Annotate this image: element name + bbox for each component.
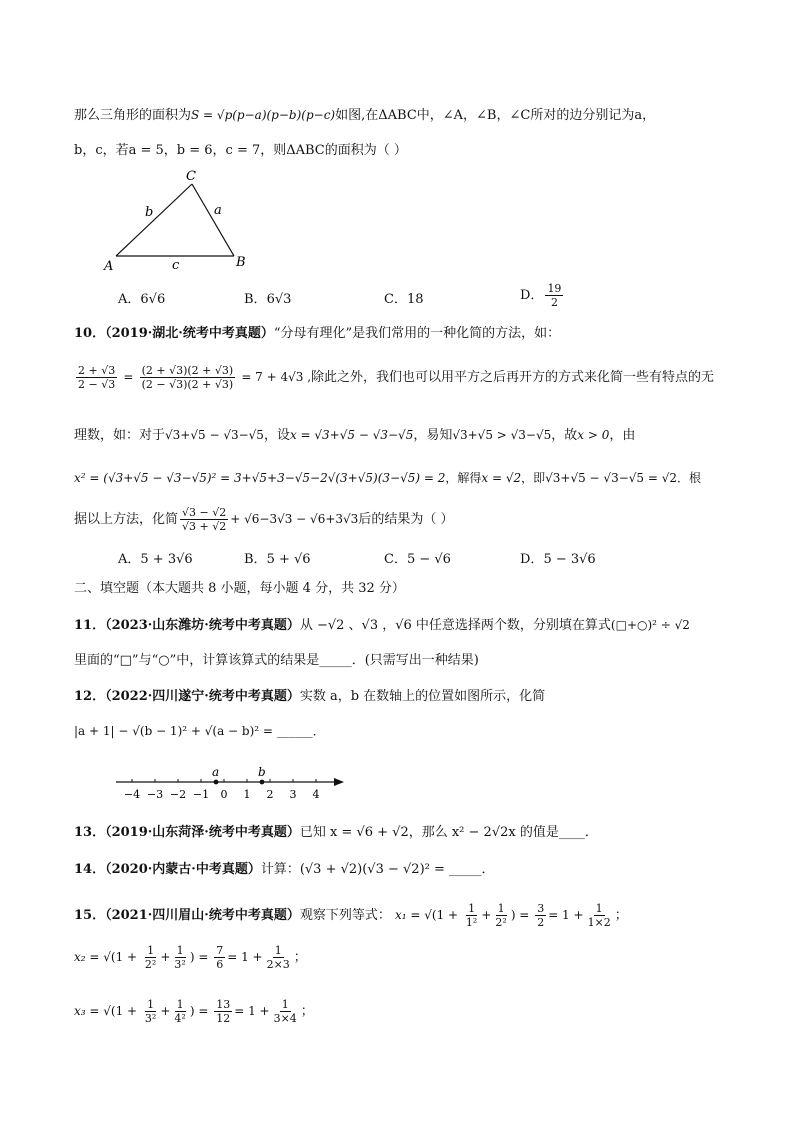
- option-label: B．: [244, 552, 267, 567]
- option-value: 6√3: [266, 292, 292, 307]
- heron-formula: S = √p(p−a)(p−b)(p−c): [191, 108, 336, 122]
- question-number: 10．: [74, 326, 106, 341]
- question-number: 14．: [74, 862, 106, 877]
- q10-line-5: 据以上方法，化简 $\frac{√3 - √2}{√3 + √2}$ + √6−3√3 − √6+3√3后的结果为（ ）: [74, 506, 454, 533]
- question-number: 15．: [74, 908, 106, 923]
- q10-example-fraction-1: $\frac{2 + √3}{2 - √3}$: [78, 364, 116, 391]
- question-text: “分母有理化”是我们常用的一种化简的方法，如：: [273, 326, 561, 341]
- question-text: 已知 x = √6 + √2，那么 x² − 2√2x 的值是____．: [299, 825, 598, 840]
- triangle-diagram: [100, 166, 260, 276]
- q10-line-4: x² = (√3+√5 − √3−√5)² = 3+√5+3−√5−2√(3+√5)(3−√5) = 2，解得x = √2，即√3+√5 − √3−√5 = √2．根: [74, 471, 702, 485]
- q10-option-a[interactable]: [118, 548, 193, 567]
- x1-symbol: x₁: [394, 908, 407, 922]
- question-source: （2022·四川遂宁·统考中考真题）: [105, 689, 300, 704]
- fraction-numerator: 3: [537, 902, 545, 915]
- question-number: 12．: [74, 689, 106, 704]
- option-label: C．: [384, 552, 407, 567]
- side-b-label: b: [145, 205, 154, 220]
- q11-line-1: [74, 616, 690, 635]
- side-c-label: c: [172, 258, 180, 273]
- fraction-numerator: 7: [216, 944, 224, 957]
- option-value: 5 + 3√6: [140, 552, 193, 567]
- section-2-title: 二、填空题（本大题共 8 小题，每小题 4 分，共 32 分）: [74, 581, 405, 596]
- fraction-denominator: 1×2: [587, 916, 611, 929]
- question-source: （2019·湖北·统考中考真题）: [105, 326, 274, 341]
- q10-text: ，即: [521, 471, 546, 485]
- q9-option-c[interactable]: [384, 288, 424, 307]
- q9-option-a[interactable]: [118, 288, 165, 307]
- tick-label: −2: [169, 788, 187, 801]
- tick-label: 3: [289, 788, 297, 801]
- fraction-numerator: 13: [216, 998, 231, 1011]
- q12-expression: |a + 1| − √(b − 1)² + √(a − b)² = ______．: [74, 724, 325, 738]
- x2-result: [214, 944, 225, 971]
- q10-text: 后的结果为（ ）: [358, 512, 454, 527]
- point-b-dot: [260, 780, 265, 785]
- q10-option-c[interactable]: [384, 548, 451, 567]
- intro-text: 那么三角形的面积为: [74, 108, 192, 123]
- q11-line-2: 里面的“□”与“○”中，计算该算式的结果是_____．(只需写出一种结果): [74, 653, 479, 668]
- q10-text-2: 除此之外，我们也可以用平方之后再开方的方式来化简一些有特点的无: [311, 370, 715, 385]
- fraction-denominator: 2: [550, 296, 558, 309]
- q14-line: [74, 861, 495, 879]
- option-label: B．: [244, 292, 267, 307]
- tick-label: −1: [192, 788, 210, 801]
- question-text: 观察下列等式：: [299, 908, 391, 923]
- q10-text: ．根: [677, 471, 702, 485]
- q10-text: ，故: [551, 428, 578, 443]
- question-source: （2019·山东菏泽·统考中考真题）: [105, 825, 300, 840]
- q9-option-d[interactable]: [520, 282, 565, 309]
- point-a-label: a: [212, 765, 220, 779]
- side-b-line: [116, 184, 192, 256]
- question-number: 13．: [74, 825, 106, 840]
- q10-option-d[interactable]: [520, 548, 596, 567]
- intro-line-1: [74, 106, 655, 125]
- option-value: 5 − 3√6: [543, 552, 596, 567]
- x2-tail: $\frac{1}{2\times 3}$: [266, 944, 290, 971]
- q10-text: ，解得: [445, 471, 482, 485]
- fraction-numerator: 19: [547, 282, 562, 295]
- tick-label: 4: [312, 788, 320, 801]
- option-d-fraction: [545, 282, 563, 309]
- option-value: 5 − √6: [406, 552, 451, 567]
- q15-line-1: 15．（2021·四川眉山·统考中考真题）观察下列等式： x₁ = √(1 + $\frac{1}{\text{1²}}$ + $\frac{1}{\text{2²}}$ ) = $\frac{3}{2}$ = 1 + $\frac{1}{1\times 2}$ ；: [74, 902, 628, 929]
- fraction-denominator: 2: [537, 916, 545, 929]
- question-source: （2020·内蒙古·中考真题）: [105, 862, 261, 877]
- tick-label: −4: [123, 788, 141, 801]
- tick-label: 2: [266, 788, 274, 801]
- x1-tail: $\frac{1}{1\times 2}$: [587, 902, 611, 929]
- option-value: 18: [406, 292, 424, 307]
- q13-line: [74, 824, 598, 842]
- intro-line-2: b，c，若a = 5，b = 6，c = 7，则ΔABC的面积为（ ）: [74, 143, 407, 158]
- q10-line-2: $\frac{2 + √3}{2 - √3}$ = $\frac{(2 + √3)(2 + √3)}{(2 - √3)(2 + √3)}$ = 7 + 4√3 ,除此之外，我们也可以用平方之后再开方的方式来化简一些有特点的无: [78, 364, 715, 391]
- fraction-denominator: 12: [216, 1012, 231, 1025]
- option-label: D．: [520, 288, 544, 303]
- fraction-denominator: 3×4: [273, 1012, 297, 1025]
- q10-text: ，易知: [413, 428, 453, 443]
- fraction-denominator: 6: [216, 958, 224, 971]
- q10-option-b[interactable]: [244, 548, 311, 567]
- number-line: [110, 762, 350, 804]
- q10-text: 理数，如：对于: [74, 428, 166, 443]
- q10-text: 据以上方法，化简: [74, 512, 179, 527]
- question-source: （2021·四川眉山·统考中考真题）: [105, 908, 300, 923]
- vertex-a-label: A: [104, 259, 114, 274]
- tick-label: 1: [243, 788, 251, 801]
- x3-tail: $\frac{1}{3\times 4}$: [273, 998, 297, 1025]
- number-line-arrow: [334, 778, 344, 786]
- x1-result: [535, 902, 546, 929]
- q11-expression: (□+○)² ÷ √2: [610, 618, 690, 632]
- point-a-dot: [214, 780, 219, 785]
- option-label: D．: [520, 552, 544, 567]
- q15-line-2: x₂ = √(1 + $\frac{1}{\text{2²}}$ + $\frac{1}{\text{3²}}$ ) = $\frac{7}{6}$ = 1 + $\frac{1}{2\times 3}$ ；: [74, 944, 307, 971]
- question-text: 计算：(√3 + √2)(√3 − √2)² = _____．: [260, 862, 495, 877]
- tick-label: −3: [146, 788, 164, 801]
- q12-line-1: [74, 688, 545, 706]
- x3-symbol: x₃: [74, 1004, 86, 1018]
- q10-example-fraction-2: $\frac{(2 + √3)(2 + √3)}{(2 - √3)(2 + √3)}$: [141, 364, 234, 391]
- q10-line-1: [74, 325, 560, 343]
- q10-simplify-fraction: $\frac{√3 - √2}{√3 + √2}$: [182, 506, 227, 533]
- side-a-line: [192, 184, 234, 256]
- question-text: 实数 a，b 在数轴上的位置如图所示，化简: [299, 689, 546, 704]
- question-number: 11．: [74, 618, 106, 633]
- q10-line-3: 理数，如：对于√3+√5 − √3−√5，设x = √3+√5 − √3−√5，易知√3+√5 > √3−√5，故x > 0，由: [74, 428, 636, 443]
- x3-result: [214, 998, 232, 1025]
- fraction-denominator: 2×3: [266, 958, 290, 971]
- q10-text: ，设: [263, 428, 290, 443]
- option-label: C．: [384, 292, 407, 307]
- option-label: A．: [118, 292, 141, 307]
- x2-symbol: x₂: [74, 950, 86, 964]
- option-value: 5 + √6: [266, 552, 311, 567]
- point-b-label: b: [258, 765, 266, 779]
- question-text: 从 −√2 、√3 ，√6 中任意选择两个数，分别填在算式: [299, 618, 611, 633]
- q15-line-3: x₃ = √(1 + $\frac{1}{\text{3²}}$ + $\frac{1}{\text{4²}}$ ) = $\frac{13}{12}$ = 1 + $\frac{1}{3\times 4}$ ；: [74, 998, 314, 1025]
- side-a-label: a: [214, 203, 222, 218]
- vertex-c-label: C: [186, 169, 196, 184]
- tick-label: 0: [220, 788, 228, 801]
- q10-text: ，由: [609, 428, 636, 443]
- option-label: A．: [118, 552, 141, 567]
- vertex-b-label: B: [236, 255, 246, 270]
- q9-option-b[interactable]: [244, 288, 291, 307]
- question-source: （2023·山东潍坊·统考中考真题）: [105, 618, 300, 633]
- option-value: 6√6: [140, 292, 166, 307]
- intro-text-post: 如图,在ΔABC中，∠A，∠B，∠C所对的边分别记为a，: [335, 108, 656, 123]
